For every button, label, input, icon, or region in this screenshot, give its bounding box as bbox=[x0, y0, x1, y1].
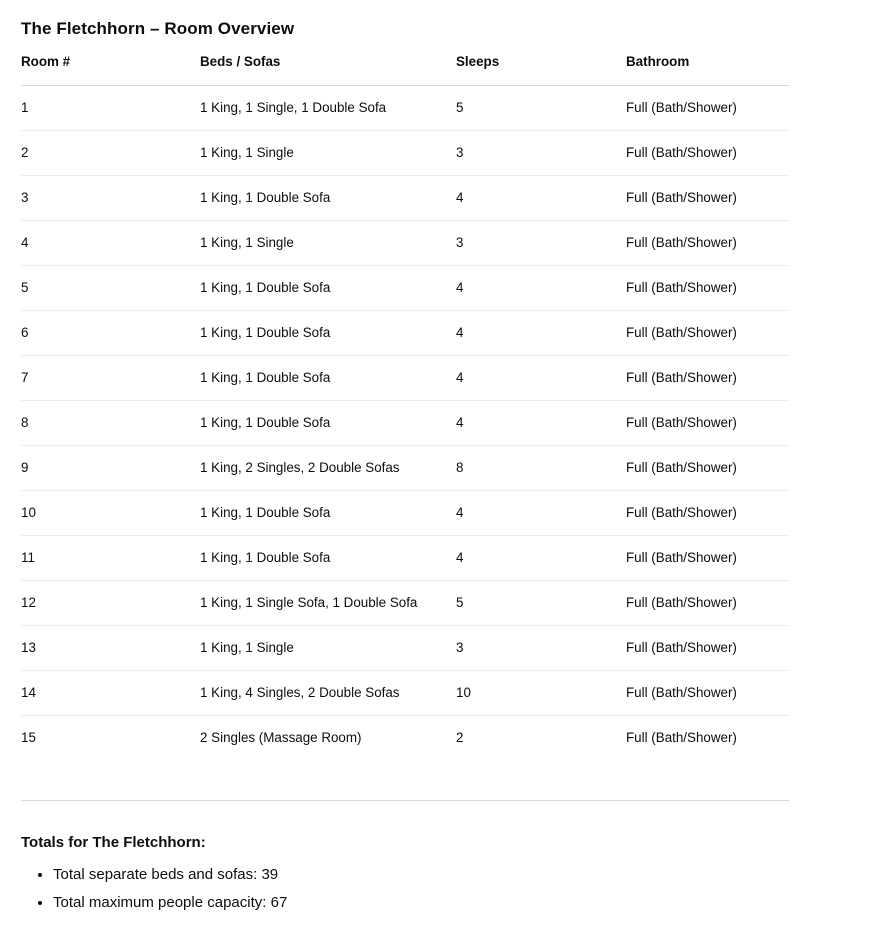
beds-cell: 1 King, 1 Double Sofa bbox=[200, 356, 456, 401]
column-header-sleeps: Sleeps bbox=[456, 52, 626, 86]
sleeps-cell: 4 bbox=[456, 176, 626, 221]
table-row bbox=[21, 626, 789, 671]
room-number-cell: 13 bbox=[21, 626, 200, 671]
room-number-cell: 9 bbox=[21, 446, 200, 491]
sleeps-cell: 4 bbox=[456, 401, 626, 446]
column-header-beds: Beds / Sofas bbox=[200, 52, 456, 86]
table-row bbox=[21, 356, 789, 401]
beds-cell: 1 King, 1 Double Sofa bbox=[200, 536, 456, 581]
sleeps-cell: 4 bbox=[456, 356, 626, 401]
bathroom-cell: Full (Bath/Shower) bbox=[626, 311, 789, 356]
room-number-cell: 6 bbox=[21, 311, 200, 356]
column-header-bathroom: Bathroom bbox=[626, 52, 789, 86]
beds-cell: 1 King, 1 Single, 1 Double Sofa bbox=[200, 86, 456, 131]
table-row bbox=[21, 221, 789, 266]
section-divider bbox=[21, 800, 789, 801]
bathroom-cell: Full (Bath/Shower) bbox=[626, 626, 789, 671]
room-number-cell: 12 bbox=[21, 581, 200, 626]
bathroom-cell: Full (Bath/Shower) bbox=[626, 356, 789, 401]
sleeps-cell: 5 bbox=[456, 86, 626, 131]
sleeps-cell: 4 bbox=[456, 491, 626, 536]
bathroom-cell: Full (Bath/Shower) bbox=[626, 671, 789, 716]
room-number-cell: 3 bbox=[21, 176, 200, 221]
column-header-room: Room # bbox=[21, 52, 200, 86]
rooms-table bbox=[21, 52, 789, 760]
sleeps-cell: 3 bbox=[456, 131, 626, 176]
beds-cell: 1 King, 2 Singles, 2 Double Sofas bbox=[200, 446, 456, 491]
beds-cell: 1 King, 1 Single Sofa, 1 Double Sofa bbox=[200, 581, 456, 626]
table-row bbox=[21, 176, 789, 221]
sleeps-cell: 4 bbox=[456, 536, 626, 581]
bathroom-cell: Full (Bath/Shower) bbox=[626, 491, 789, 536]
table-row bbox=[21, 311, 789, 356]
room-number-cell: 1 bbox=[21, 86, 200, 131]
table-row bbox=[21, 86, 789, 131]
bathroom-cell: Full (Bath/Shower) bbox=[626, 401, 789, 446]
bathroom-cell: Full (Bath/Shower) bbox=[626, 86, 789, 131]
sleeps-cell: 3 bbox=[456, 221, 626, 266]
room-number-cell: 7 bbox=[21, 356, 200, 401]
page-title: The Fletchhorn – Room Overview bbox=[21, 19, 295, 38]
table-row bbox=[21, 716, 789, 761]
table-row bbox=[21, 446, 789, 491]
beds-cell: 1 King, 1 Single bbox=[200, 131, 456, 176]
bathroom-cell: Full (Bath/Shower) bbox=[626, 221, 789, 266]
table-row bbox=[21, 401, 789, 446]
beds-cell: 1 King, 4 Singles, 2 Double Sofas bbox=[200, 671, 456, 716]
totals-item-capacity: • Total maximum people capacity: 67 bbox=[53, 889, 870, 917]
sleeps-cell: 2 bbox=[456, 730, 464, 745]
table-row bbox=[21, 536, 789, 581]
bathroom-cell: Full (Bath/Shower) bbox=[626, 131, 789, 176]
beds-cell: 1 King, 1 Single bbox=[200, 626, 456, 671]
sleeps-cell: 3 bbox=[456, 626, 626, 671]
sleeps-cell: 4 bbox=[456, 266, 626, 311]
bathroom-cell: Full (Bath/Shower) bbox=[626, 581, 789, 626]
beds-cell: 1 King, 1 Double Sofa bbox=[200, 266, 456, 311]
beds-cell: 1 King, 1 Single bbox=[200, 221, 456, 266]
beds-cell: 1 King, 1 Double Sofa bbox=[200, 176, 456, 221]
table-header-row bbox=[21, 52, 789, 86]
beds-cell: 1 King, 1 Double Sofa bbox=[200, 401, 456, 446]
room-number-cell: 11 bbox=[21, 536, 200, 581]
totals-list bbox=[21, 861, 870, 917]
totals-item-beds: • Total separate beds and sofas: 39 bbox=[53, 861, 870, 889]
totals-heading: Totals for The Fletchhorn: bbox=[21, 834, 206, 851]
bathroom-cell: Full (Bath/Shower) bbox=[626, 446, 789, 491]
room-number-cell: 2 bbox=[21, 131, 200, 176]
sleeps-cell: 4 bbox=[456, 311, 626, 356]
room-number-cell: 5 bbox=[21, 266, 200, 311]
bathroom-cell: Full (Bath/Shower) bbox=[626, 266, 789, 311]
table-row bbox=[21, 131, 789, 176]
beds-cell: 2 Singles (Massage Room) bbox=[200, 730, 362, 745]
beds-cell: 1 King, 1 Double Sofa bbox=[200, 311, 456, 356]
sleeps-cell: 5 bbox=[456, 581, 626, 626]
bathroom-cell: Full (Bath/Shower) bbox=[626, 536, 789, 581]
bathroom-cell: Full (Bath/Shower) bbox=[626, 176, 789, 221]
sleeps-cell: 10 bbox=[456, 671, 626, 716]
room-number-cell: 15 bbox=[21, 730, 36, 745]
room-number-cell: 8 bbox=[21, 401, 200, 446]
table-row bbox=[21, 266, 789, 311]
table-row bbox=[21, 491, 789, 536]
bathroom-cell: Full (Bath/Shower) bbox=[626, 730, 737, 745]
beds-cell: 1 King, 1 Double Sofa bbox=[200, 491, 456, 536]
table-row bbox=[21, 581, 789, 626]
room-number-cell: 14 bbox=[21, 671, 200, 716]
room-number-cell: 10 bbox=[21, 491, 200, 536]
room-number-cell: 4 bbox=[21, 221, 200, 266]
sleeps-cell: 8 bbox=[456, 446, 626, 491]
table-row bbox=[21, 671, 789, 716]
table-body bbox=[21, 86, 789, 761]
